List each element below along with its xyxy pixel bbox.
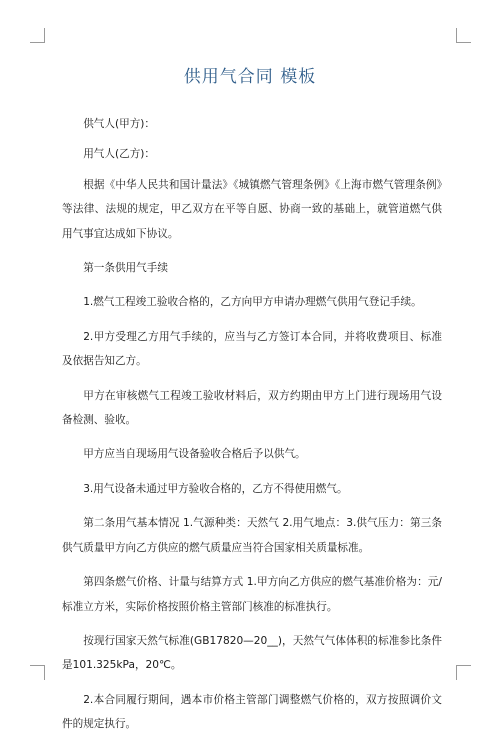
article-1-clause-1: 1.燃气工程竣工验收合格的，乙方向甲方申请办理燃气供用气登记手续。 — [83, 296, 422, 309]
standard-paragraph: 按现行国家天然气标准(GB17820—20__)，天然气气体体积的标准参比条件是101.325kPa，20℃。 — [62, 634, 442, 672]
crop-mark-top-right — [456, 28, 471, 43]
crop-mark-bottom-left — [30, 665, 45, 680]
article-1-heading: 第一条供用气手续 — [83, 262, 168, 275]
crop-mark-top-left — [30, 28, 45, 43]
price-adjust-paragraph: 2.本合同履行期间，遇本市价格主管部门调整燃气价格的，双方按照调价文件的规定执行。 — [62, 693, 442, 731]
supply-start-paragraph: 甲方应当自现场用气设备验收合格后予以供气。 — [83, 448, 306, 461]
party-b-line: 用气人(乙方)： — [83, 148, 156, 161]
article-2-3-paragraph: 第二条用气基本情况 1.气源种类：天然气 2.用气地点：3.供气压力：第三条供气质量甲方向乙方供应的燃气质量应当符合国家相关质量标准。 — [62, 517, 442, 554]
document-title: 供用气合同 模板 — [183, 67, 317, 87]
crop-mark-bottom-right — [456, 665, 471, 680]
document-body — [62, 112, 442, 737]
article-1-clause-2: 2.甲方受理乙方用气手续的，应当与乙方签订本合同，并将收费项目、标准及依据告知乙方。 — [62, 330, 442, 368]
party-a-line: 供气人(甲方)： — [83, 118, 156, 130]
inspection-paragraph: 甲方在审核燃气工程竣工验收材料后，双方约期由甲方上门进行现场用气设备检测、验收。 — [62, 389, 442, 427]
article-1-clause-3: 3.用气设备未通过甲方验收合格的，乙方不得使用燃气。 — [83, 482, 348, 495]
preamble-paragraph: 根据《中华人民共和国计量法》《城镇燃气管理条例》《上海市燃气管理条例》等法律、法规的规定，甲乙双方在平等自愿、协商一致的基础上，就管道燃气供用气事宜达成如下协议。 — [62, 178, 442, 240]
article-4-paragraph: 第四条燃气价格、计量与结算方式 1.甲方向乙方供应的燃气基准价格为：元/标准立方米，实际价格按照价格主管部门核准的标准执行。 — [62, 576, 442, 613]
